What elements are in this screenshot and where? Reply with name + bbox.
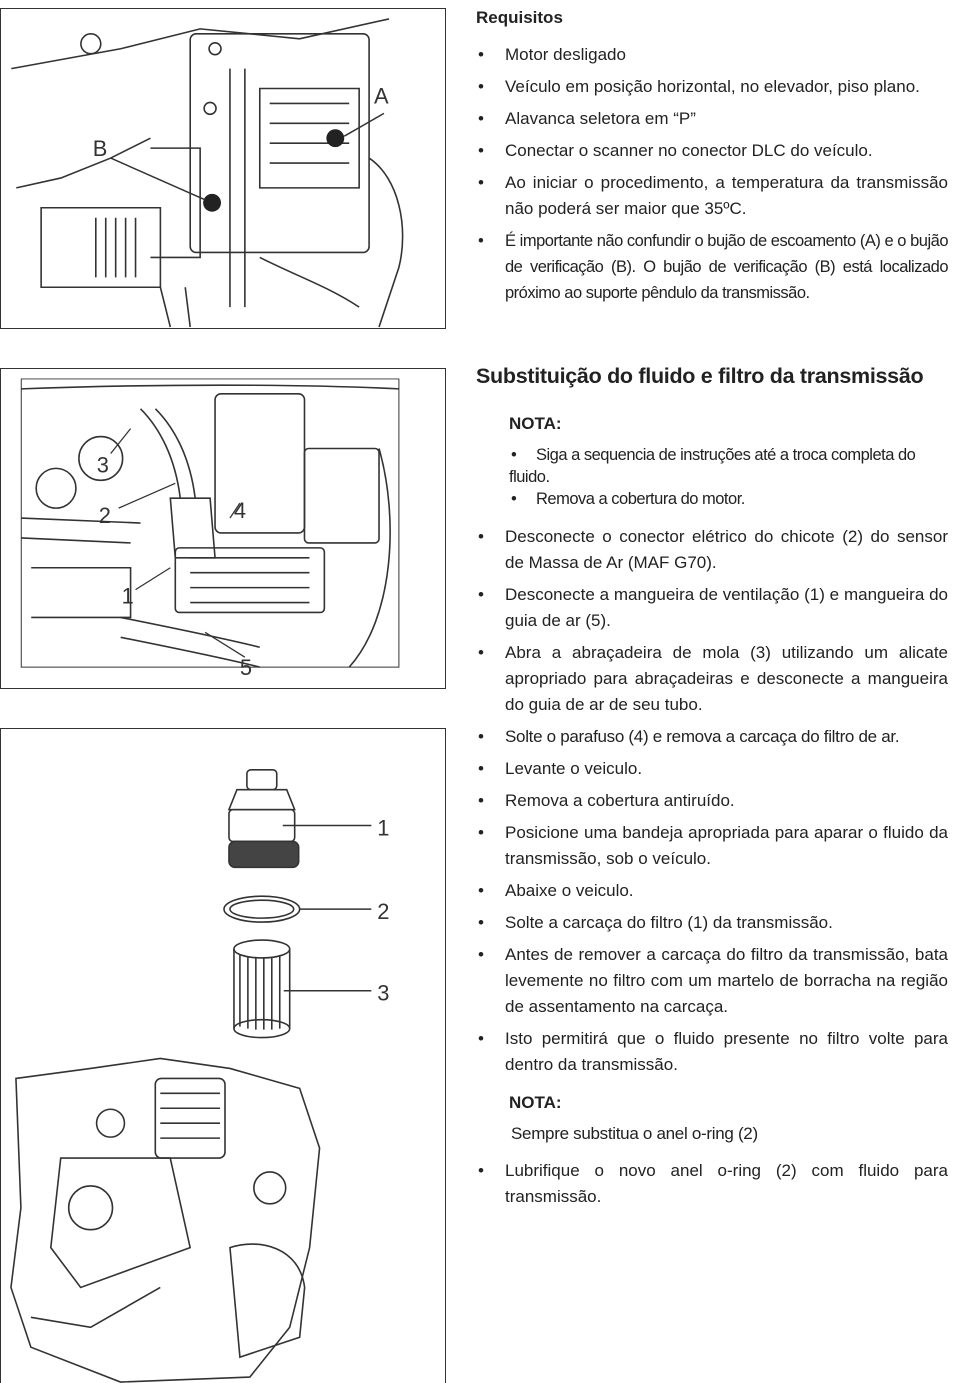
callout-b: B [92, 136, 108, 162]
list-item: • Siga a sequencia de instruções até a troca completa do fluido. [509, 444, 949, 488]
nota-label: NOTA: [509, 414, 562, 433]
figure-transmission-plugs [0, 8, 446, 329]
list-item: • Remova a cobertura do motor. [509, 488, 949, 510]
callout-a: A [374, 83, 389, 109]
callout-3: 3 [377, 980, 390, 1006]
section-title: Substituição do fluido e filtro da transmissão [476, 364, 924, 388]
callout-1: 1 [377, 815, 390, 841]
list-item: • Veículo em posição horizontal, no elevador, piso plano. [476, 74, 948, 100]
list-item: • Levante o veiculo. [476, 756, 948, 782]
figure-filter-exploded [0, 728, 446, 1383]
nota-label: NOTA: [509, 1093, 562, 1112]
filter-exploded-illustration [1, 729, 445, 1383]
list-item: • É importante não confundir o bujão de escoamento (A) e o bujão de verificação (B). O bujão de verificação (B) está localizado próximo ao suporte pêndulo da transmissão. [476, 228, 948, 306]
steps-list [476, 524, 948, 1084]
transmission-plugs-illustration [1, 9, 445, 328]
callout-2: 2 [377, 899, 390, 925]
list-item: • Motor desligado [476, 42, 948, 68]
final-steps-list [476, 1158, 948, 1216]
callout-4: 4 [233, 498, 247, 524]
callout-3: 3 [96, 452, 109, 478]
nota-list [509, 444, 949, 510]
list-item: • Conectar o scanner no conector DLC do veículo. [476, 138, 948, 164]
requisitos-heading: Requisitos [476, 8, 563, 27]
callout-5: 5 [239, 655, 253, 681]
engine-bay-illustration [1, 369, 445, 688]
list-item: • Ao iniciar o procedimento, a temperatura da transmissão não poderá ser maior que 35ºC. [476, 170, 948, 222]
list-item: • Alavanca seletora em “P” [476, 106, 948, 132]
list-item: • Abra a abraçadeira de mola (3) utilizando um alicate apropriado para abraçadeiras e desconecte a mangueira do guia de ar de seu tubo. [476, 640, 948, 718]
callout-1: 1 [121, 583, 134, 609]
list-item: • Antes de remover a carcaça do filtro da transmissão, bata levemente no filtro com um martelo de borracha na região de assentamento na carcaça. [476, 942, 948, 1020]
list-item: • Posicione uma bandeja apropriada para aparar o fluido da transmissão, sob o veículo. [476, 820, 948, 872]
figure-engine-bay [0, 368, 446, 689]
callout-2: 2 [98, 503, 111, 529]
list-item: • Abaixe o veiculo. [476, 878, 948, 904]
list-item: • Isto permitirá que o fluido presente no filtro volte para dentro da transmissão. [476, 1026, 948, 1078]
list-item: • Remova a cobertura antiruído. [476, 788, 948, 814]
requisitos-list [476, 42, 948, 312]
list-item: • Desconecte a mangueira de ventilação (1) e mangueira do guia de ar (5). [476, 582, 948, 634]
list-item: • Lubrifique o novo anel o-ring (2) com fluido para transmissão. [476, 1158, 948, 1210]
list-item: • Solte a carcaça do filtro (1) da transmissão. [476, 910, 948, 936]
nota-text: Sempre substitua o anel o-ring (2) [511, 1124, 758, 1143]
list-item: • Solte o parafuso (4) e remova a carcaça do filtro de ar. [476, 724, 948, 750]
list-item: • Desconecte o conector elétrico do chicote (2) do sensor de Massa de Ar (MAF G70). [476, 524, 948, 576]
